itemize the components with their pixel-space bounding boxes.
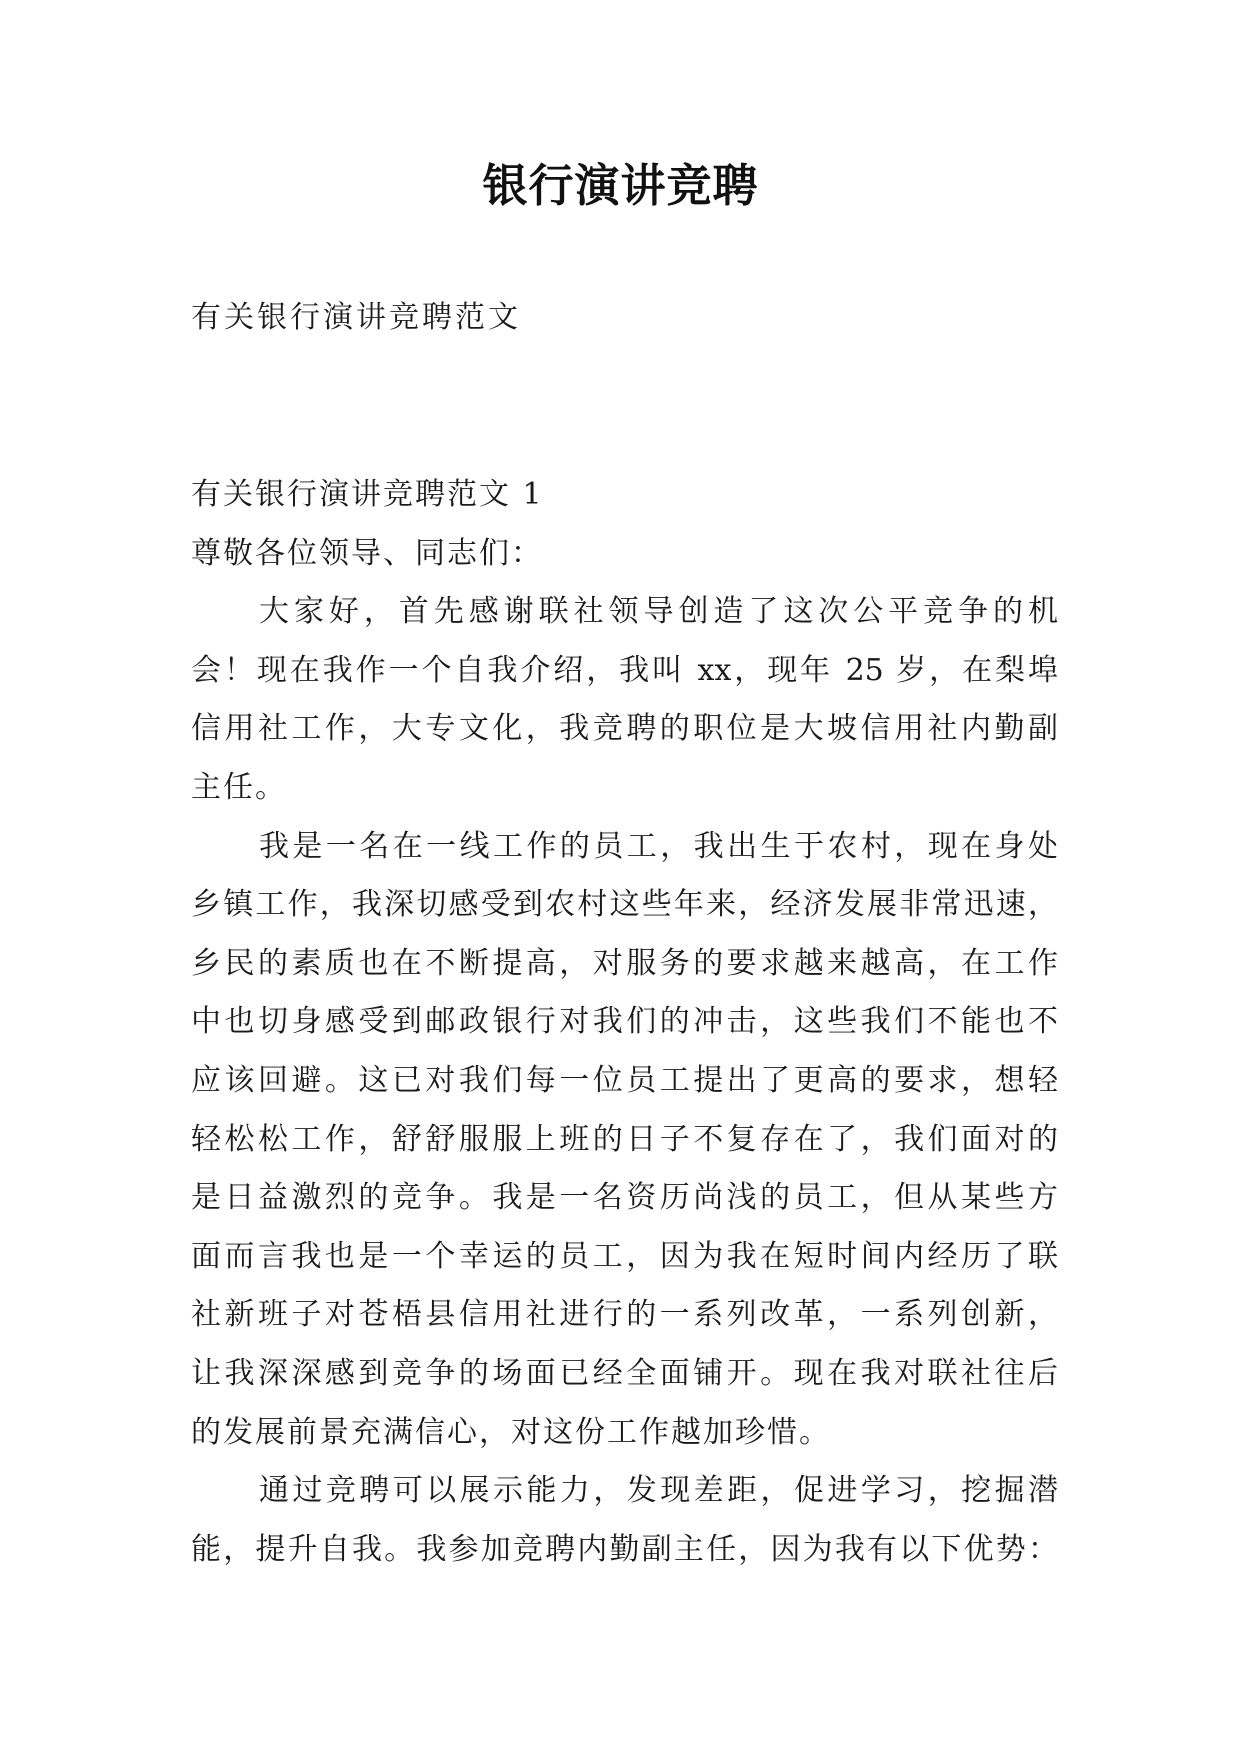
paragraph-line: 能，提升自我。我参加竞聘内勤副主任，因为我有以下优势： [191,1531,1058,1567]
paragraph-line: 信用社工作，大专文化，我竞聘的职位是大坡信用社内勤副 [191,711,1058,747]
paragraph-3 [191,1462,1058,1579]
paragraph-line: 乡民的素质也在不断提高，对服务的要求越来越高，在工作 [191,945,1058,981]
paragraph-line: 社新班子对苍梧县信用社进行的一系列改革，一系列创新， [191,1297,1058,1333]
paragraph-line: 会！现在我作一个自我介绍，我叫 xx，现年 25 岁，在梨埠 [191,652,1058,688]
paragraph-2 [191,818,1058,1463]
salutation: 尊敬各位领导、同志们： [191,535,543,571]
paragraph-line: 让我深深感到竞争的场面已经全面铺开。现在我对联社往后 [191,1355,1058,1391]
document-title: 银行演讲竞聘 [482,159,759,212]
paragraph-line: 面而言我也是一个幸运的员工，因为我在短时间内经历了联 [191,1238,1058,1274]
paragraph-line: 主任。 [191,769,287,805]
paragraph-line: 我是一名在一线工作的员工，我出生于农村，现在身处 [259,828,1058,864]
paragraph-line: 应该回避。这已对我们每一位员工提出了更高的要求，想轻 [191,1062,1058,1098]
paragraph-line: 中也切身感受到邮政银行对我们的冲击，这些我们不能也不 [191,1004,1058,1040]
paragraph-line: 乡镇工作，我深切感受到农村这些年来，经济发展非常迅速， [191,887,1058,923]
section-heading: 有关银行演讲竞聘范文 1 [191,477,544,512]
paragraph-line: 是日益激烈的竞争。我是一名资历尚浅的员工，但从某些方 [191,1180,1058,1216]
paragraph-line: 通过竞聘可以展示能力，发现差距，促进学习，挖掘潜 [259,1473,1058,1509]
paragraph-line: 大家好，首先感谢联社领导创造了这次公平竞争的机 [259,594,1058,630]
paragraph-line: 轻松松工作，舒舒服服上班的日子不复存在了，我们面对的 [191,1121,1058,1157]
paragraph-1 [191,583,1058,817]
paragraph-line: 的发展前景充满信心，对这份工作越加珍惜。 [191,1414,831,1450]
document-body [191,466,1058,1579]
document-subtitle: 有关银行演讲竞聘范文 [191,300,521,335]
